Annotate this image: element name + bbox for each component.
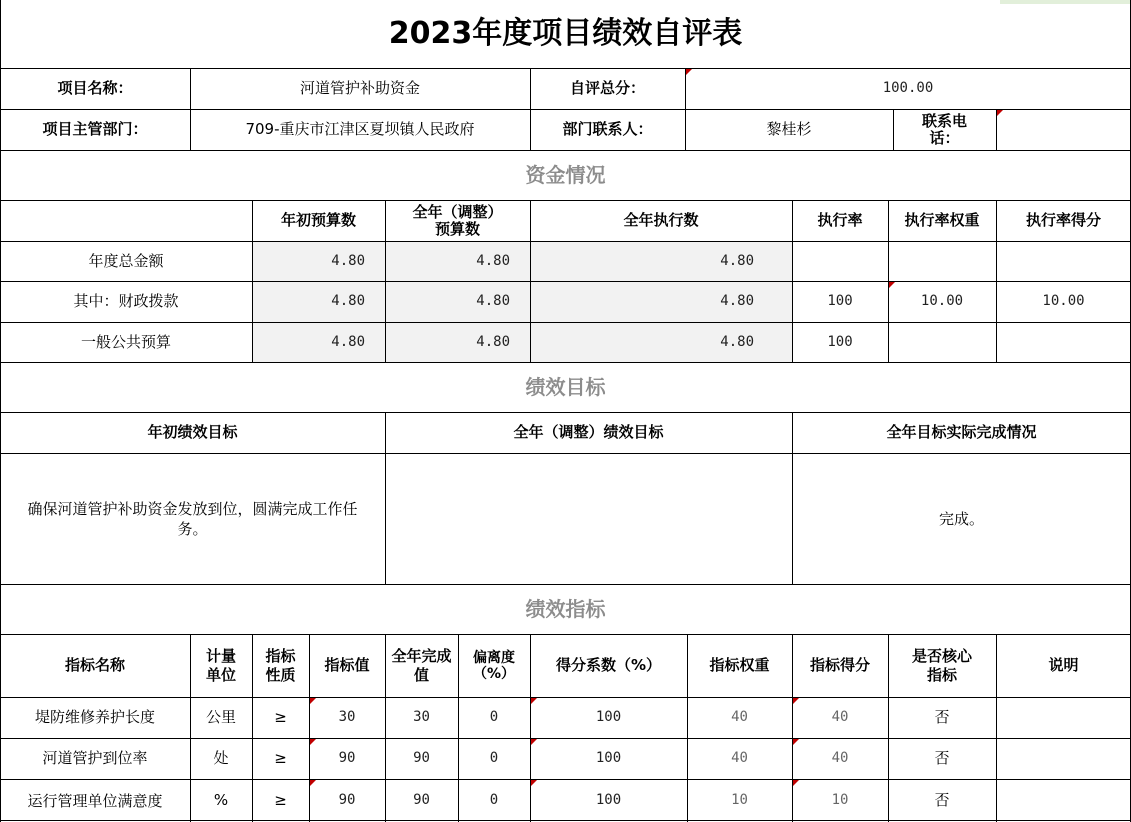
grid-line (687, 634, 688, 822)
funds-cell-executed[interactable]: 4.80 (530, 322, 792, 362)
ind-header-target: 指标值 (324, 656, 370, 674)
ind-cell-coef[interactable]: 100 (595, 792, 622, 808)
ind-cell-deviation[interactable]: 0 (489, 792, 499, 808)
funds-cell-score[interactable] (996, 241, 1131, 281)
ind-cell-target[interactable]: 90 (338, 750, 356, 766)
grid-line (0, 200, 1131, 201)
goals-header-actual: 全年目标实际完成情况 (886, 423, 1037, 441)
grid-line (0, 634, 1131, 635)
phone-label: 联系电话： (921, 111, 967, 147)
grid-line (0, 109, 1131, 110)
grid-line (385, 634, 386, 822)
grid-line (530, 200, 531, 362)
grid-line (309, 634, 310, 822)
grid-line (190, 634, 191, 822)
funds-cell-weight[interactable] (888, 322, 996, 362)
department-value[interactable]: 709-重庆市江津区夏坝镇人民政府 (245, 120, 475, 138)
funds-row-label: 年度总金额 (88, 251, 164, 270)
grid-line (0, 779, 1131, 780)
grid-line (0, 820, 1131, 821)
contact-value[interactable]: 黎桂杉 (766, 120, 812, 138)
grid-line (0, 584, 1131, 585)
comment-flag-icon[interactable] (531, 739, 537, 745)
grid-line (0, 697, 1131, 698)
ind-cell-score[interactable]: 10 (831, 792, 849, 808)
ind-cell-coef[interactable]: 100 (595, 750, 622, 766)
ind-cell-nature[interactable]: ≥ (274, 791, 287, 809)
comment-flag-icon[interactable] (793, 780, 799, 786)
grid-line (190, 68, 191, 150)
comment-flag-icon[interactable] (997, 110, 1003, 116)
goals-section-title: 绩效目标 (525, 374, 606, 399)
grid-line (0, 150, 1131, 151)
funds-cell-weight[interactable]: 10.00 (920, 293, 964, 309)
funds-cell-initial[interactable]: 4.80 (252, 322, 385, 362)
ind-header-weight: 指标权重 (709, 656, 770, 674)
ind-cell-core[interactable]: 否 (934, 791, 950, 809)
funds-header-executed: 全年执行数 (623, 211, 699, 229)
grid-line (893, 109, 894, 150)
ind-cell-weight[interactable]: 10 (731, 792, 748, 808)
grid-line (792, 200, 793, 362)
ind-cell-nature[interactable]: ≥ (274, 708, 287, 726)
ind-cell-score[interactable]: 40 (831, 750, 849, 766)
ind-header-deviation: 偏离度（%） (472, 649, 516, 682)
ind-cell-deviation[interactable]: 0 (489, 750, 499, 766)
ind-cell-core[interactable]: 否 (934, 708, 950, 726)
ind-cell-weight[interactable]: 40 (731, 750, 748, 766)
funds-section-title: 资金情况 (525, 162, 606, 187)
comment-flag-icon[interactable] (531, 780, 537, 786)
grid-line (888, 200, 889, 362)
comment-flag-icon[interactable] (531, 698, 537, 704)
funds-row-label: 其中：财政拨款 (73, 292, 179, 310)
comment-flag-icon[interactable] (889, 282, 895, 288)
funds-cell-adjusted[interactable]: 4.80 (385, 241, 530, 281)
grid-line (0, 738, 1131, 739)
indicators-section-title: 绩效指标 (525, 596, 606, 621)
grid-line (888, 634, 889, 822)
grid-line (0, 453, 1131, 454)
grid-line (996, 200, 997, 362)
goals-header-initial: 年初绩效目标 (147, 423, 238, 441)
ind-cell-target[interactable]: 30 (338, 709, 356, 725)
ind-header-score: 指标得分 (809, 656, 870, 674)
comment-flag-icon[interactable] (793, 698, 799, 704)
grid-line (0, 68, 1131, 69)
grid-line (0, 412, 1131, 413)
goals-actual-text[interactable]: 完成。 (938, 509, 984, 528)
project-name-value[interactable]: 河道管护补助资金 (299, 79, 420, 97)
funds-cell-adjusted[interactable]: 4.80 (385, 322, 530, 362)
funds-header-adjusted: 全年（调整）预算数 (412, 202, 503, 238)
grid-line (0, 362, 1131, 363)
ind-cell-target[interactable]: 90 (338, 792, 356, 808)
phone-value[interactable] (996, 109, 1131, 150)
ind-cell-note[interactable] (996, 779, 1131, 822)
grid-line (252, 200, 253, 362)
funds-cell-rate[interactable]: 100 (827, 293, 853, 309)
ind-cell-note[interactable] (996, 697, 1131, 738)
funds-cell-rate[interactable]: 100 (827, 333, 853, 350)
grid-line (252, 634, 253, 822)
total-score-label: 自评总分： (569, 79, 645, 97)
ind-cell-coef[interactable]: 100 (595, 709, 622, 725)
ind-cell-deviation[interactable]: 0 (489, 709, 499, 725)
ind-header-name: 指标名称 (64, 656, 125, 674)
ind-cell-actual[interactable]: 30 (413, 709, 430, 725)
funds-cell-executed[interactable]: 4.80 (530, 241, 792, 281)
funds-cell-executed[interactable]: 4.80 (530, 281, 792, 322)
total-score-value[interactable]: 100.00 (882, 80, 934, 96)
ind-cell-actual[interactable]: 90 (413, 750, 430, 766)
grid-line (458, 634, 459, 822)
comment-flag-icon[interactable] (310, 739, 316, 745)
funds-header-score: 执行率得分 (1025, 211, 1101, 229)
comment-flag-icon[interactable] (310, 698, 316, 704)
comment-flag-icon[interactable] (310, 780, 316, 786)
goals-header-adjusted: 全年（调整）绩效目标 (513, 423, 664, 441)
funds-header-weight: 执行率权重 (904, 211, 980, 229)
grid-line (530, 634, 531, 822)
page-title: 2023年度项目绩效自评表 (388, 16, 743, 51)
project-name-label: 项目名称： (57, 79, 133, 97)
ind-header-actual: 全年完成值 (391, 646, 452, 684)
department-label: 项目主管部门： (42, 120, 148, 138)
comment-flag-icon[interactable] (686, 69, 692, 75)
funds-cell-weight[interactable] (888, 241, 996, 281)
funds-cell-initial[interactable]: 4.80 (252, 281, 385, 322)
ind-cell-nature[interactable]: ≥ (274, 749, 287, 767)
ind-cell-weight[interactable]: 40 (731, 709, 748, 725)
grid-line (385, 200, 386, 362)
ind-cell-actual[interactable]: 90 (413, 792, 430, 808)
grid-line (0, 322, 1131, 323)
funds-cell-rate[interactable] (792, 241, 888, 281)
ind-cell-core[interactable]: 否 (934, 749, 950, 767)
goals-initial-text[interactable]: 确保河道管护补助资金发放到位，圆满完成工作任务。 (27, 499, 358, 538)
grid-line (385, 412, 386, 584)
ind-cell-note[interactable] (996, 738, 1131, 779)
grid-line (685, 68, 686, 150)
comment-flag-icon[interactable] (793, 739, 799, 745)
grid-line (996, 634, 997, 822)
funds-header-rate: 执行率 (817, 211, 863, 229)
goals-adjusted-text[interactable] (385, 453, 792, 584)
funds-row-label: 一般公共预算 (80, 332, 171, 351)
grid-line (792, 634, 793, 822)
funds-cell-score[interactable] (996, 322, 1131, 362)
funds-cell-adjusted[interactable]: 4.80 (385, 281, 530, 322)
grid-line (0, 0, 1, 822)
grid-line (0, 281, 1131, 282)
grid-line (792, 412, 793, 584)
ind-header-note: 说明 (1048, 656, 1079, 674)
ind-cell-name: 河道管护到位率 (42, 749, 148, 767)
funds-header-initial: 年初预算数 (280, 211, 356, 229)
ind-cell-unit[interactable]: % (213, 791, 229, 809)
ind-cell-name: 堤防维修养护长度 (34, 708, 155, 726)
grid-line (530, 68, 531, 150)
grid-line (0, 241, 1131, 242)
ind-header-unit: 计量单位 (205, 646, 236, 684)
ind-header-core: 是否核心指标 (911, 646, 972, 684)
ind-cell-name: 运行管理单位满意度 (27, 791, 163, 810)
ind-cell-unit[interactable]: 处 (213, 749, 229, 767)
funds-cell-initial[interactable]: 4.80 (252, 241, 385, 281)
contact-label: 部门联系人： (562, 120, 653, 138)
ind-header-nature: 指标性质 (265, 646, 296, 684)
funds-cell-score[interactable]: 10.00 (1042, 293, 1085, 309)
ind-cell-score[interactable]: 40 (831, 709, 849, 725)
ind-header-coef: 得分系数（%） (555, 656, 662, 674)
ind-cell-unit[interactable]: 公里 (205, 708, 236, 726)
